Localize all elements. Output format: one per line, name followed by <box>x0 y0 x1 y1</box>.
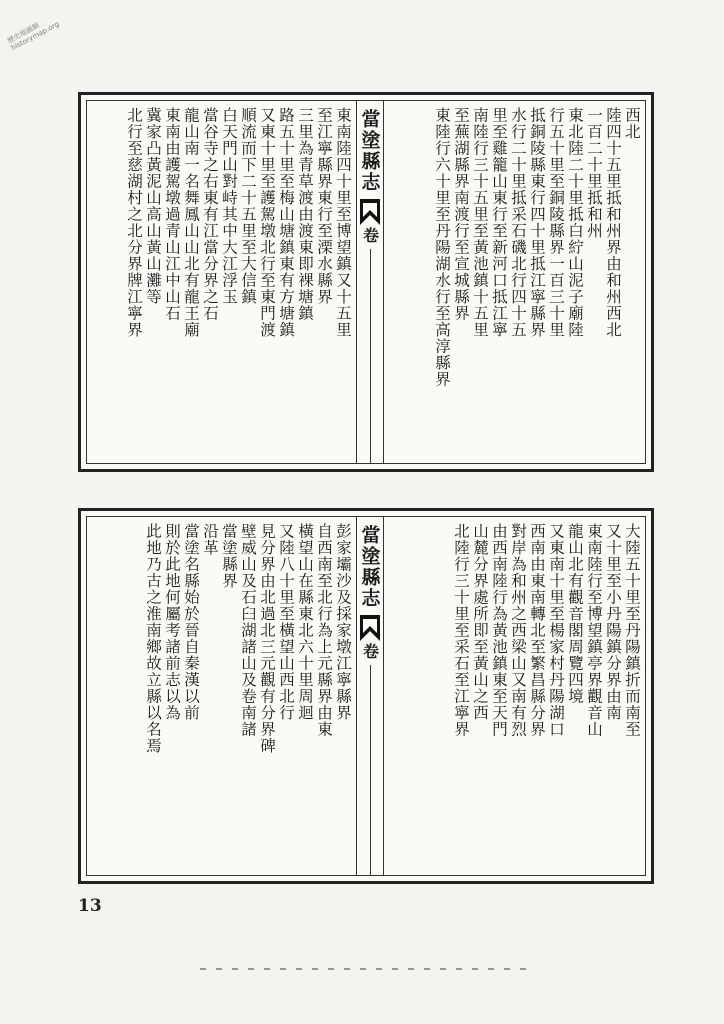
text-column: 又東南十里至楊家村丹陽湖口 <box>547 523 565 738</box>
text-column: 龍山北有觀音閣周覽四境 <box>566 523 584 705</box>
spine-title: 當塗縣志 <box>358 525 381 609</box>
text-column: 壁威山及石臼湖諸山及卷南諸 <box>239 523 257 738</box>
text-column: 龍山南一名舞鳳山山北有龍王廟 <box>182 107 200 338</box>
text-column: 東南陸行至博望鎮亭界觀音山 <box>585 523 603 738</box>
page-number: 13 <box>78 896 102 916</box>
spine-rule <box>370 665 371 875</box>
text-column: 山麓分界處所即至黃山之西 <box>471 523 489 721</box>
text-column: 至蕪湖縣界南渡行至宣城縣界 <box>452 107 470 322</box>
upper-page-frame <box>78 92 654 472</box>
upper-page-inner <box>86 100 646 464</box>
text-column: 南陸行三十五里至黃池鎮十五里 <box>471 107 489 338</box>
upper-spine <box>356 101 384 463</box>
spine-rule <box>370 249 371 463</box>
text-column: 抵銅陵縣東行四十里抵江寧縣界 <box>528 107 546 338</box>
text-column: 西南由東南轉北至繁昌縣分界 <box>528 523 546 738</box>
text-column: 里至雞籠山東行至新河口抵江寧 <box>490 107 508 338</box>
text-column: 水行二十里抵采石磯北行四十五 <box>509 107 527 338</box>
text-column: 北行至慈湖村之北分界牌江寧界 <box>125 107 143 338</box>
scan-artifact-line <box>200 968 530 970</box>
spine-title: 當塗縣志 <box>358 109 381 193</box>
upper-right-text <box>376 101 645 463</box>
text-column: 東北陸二十里抵白紵山泥子廟陸 <box>566 107 584 338</box>
text-column: 彭家壩沙及採家墩江寧縣界 <box>334 523 352 721</box>
fish-tail-mark-icon <box>359 613 381 643</box>
text-column: 大陸五十里至丹陽鎮折而南至 <box>623 523 641 738</box>
spine-volume: 卷 <box>360 227 380 245</box>
text-column: 北陸行三十里至采石至江寧界 <box>452 523 470 738</box>
text-column: 順流而下二十五里至大信鎮 <box>239 107 257 305</box>
fish-tail-mark-icon <box>359 197 381 227</box>
text-column: 陸四十五里抵和州界由和州西北 <box>604 107 622 338</box>
upper-left-text <box>87 101 356 463</box>
text-column: 東南由護駕墩過青山江中山石 <box>163 107 181 322</box>
text-column: 又陸八十里至橫望山西北行 <box>277 523 295 721</box>
lower-page-frame <box>78 508 654 884</box>
text-column: 至江寧縣界東行至溧水縣界 <box>315 107 333 305</box>
lower-spine <box>356 517 384 875</box>
text-column: 橫望山在縣東北六十里周迴 <box>296 523 314 721</box>
text-column: 路五十里至梅山塘鎮東有方塘鎮 <box>277 107 295 338</box>
text-column: 白天門山對峙其中大江浮玉 <box>220 107 238 305</box>
text-column: 由西南陸行為黃池鎮東至天門 <box>490 523 508 738</box>
text-column: 當塗名縣始於晉自秦漢以前 <box>182 523 200 721</box>
lower-right-text <box>376 517 645 875</box>
text-column: 一百二十里抵和州 <box>585 107 603 239</box>
watermark: 歷史地圖網 historymap.org <box>6 20 61 53</box>
text-column: 見分界由北過北三元觀有分界碑 <box>258 523 276 754</box>
text-column: 此地乃古之淮南鄉故立縣以名焉 <box>144 523 162 754</box>
text-column: 三里為青草渡由渡東即裸塘鎮 <box>296 107 314 322</box>
lower-page-inner <box>86 516 646 876</box>
text-column: 冀家凸黃泥山高山黃山灘等 <box>144 107 162 305</box>
text-column: 當塗縣界 <box>220 523 238 589</box>
text-column: 沿革 <box>201 523 219 556</box>
lower-left-text <box>87 517 356 875</box>
text-column: 當谷寺之右東有江當分界之石 <box>201 107 219 322</box>
text-column: 行五十里至銅陵縣界一百三十里 <box>547 107 565 338</box>
text-column: 則於此地何屬考諸前志以為 <box>163 523 181 721</box>
text-column: 東南陸四十里至博望鎮又十五里 <box>334 107 352 338</box>
text-column: 西北 <box>623 107 641 140</box>
text-column: 對岸為和州之西梁山又南有烈 <box>509 523 527 738</box>
text-column: 又東十里至護駕墩北行至東門渡 <box>258 107 276 338</box>
spine-volume: 卷 <box>360 643 380 661</box>
text-column: 又十里至小丹陽鎮分界由南 <box>604 523 622 721</box>
text-column: 自西南至北行為上元縣界由東 <box>315 523 333 738</box>
text-column: 東陸行六十里至丹陽湖水行至高淳縣界 <box>433 107 451 388</box>
